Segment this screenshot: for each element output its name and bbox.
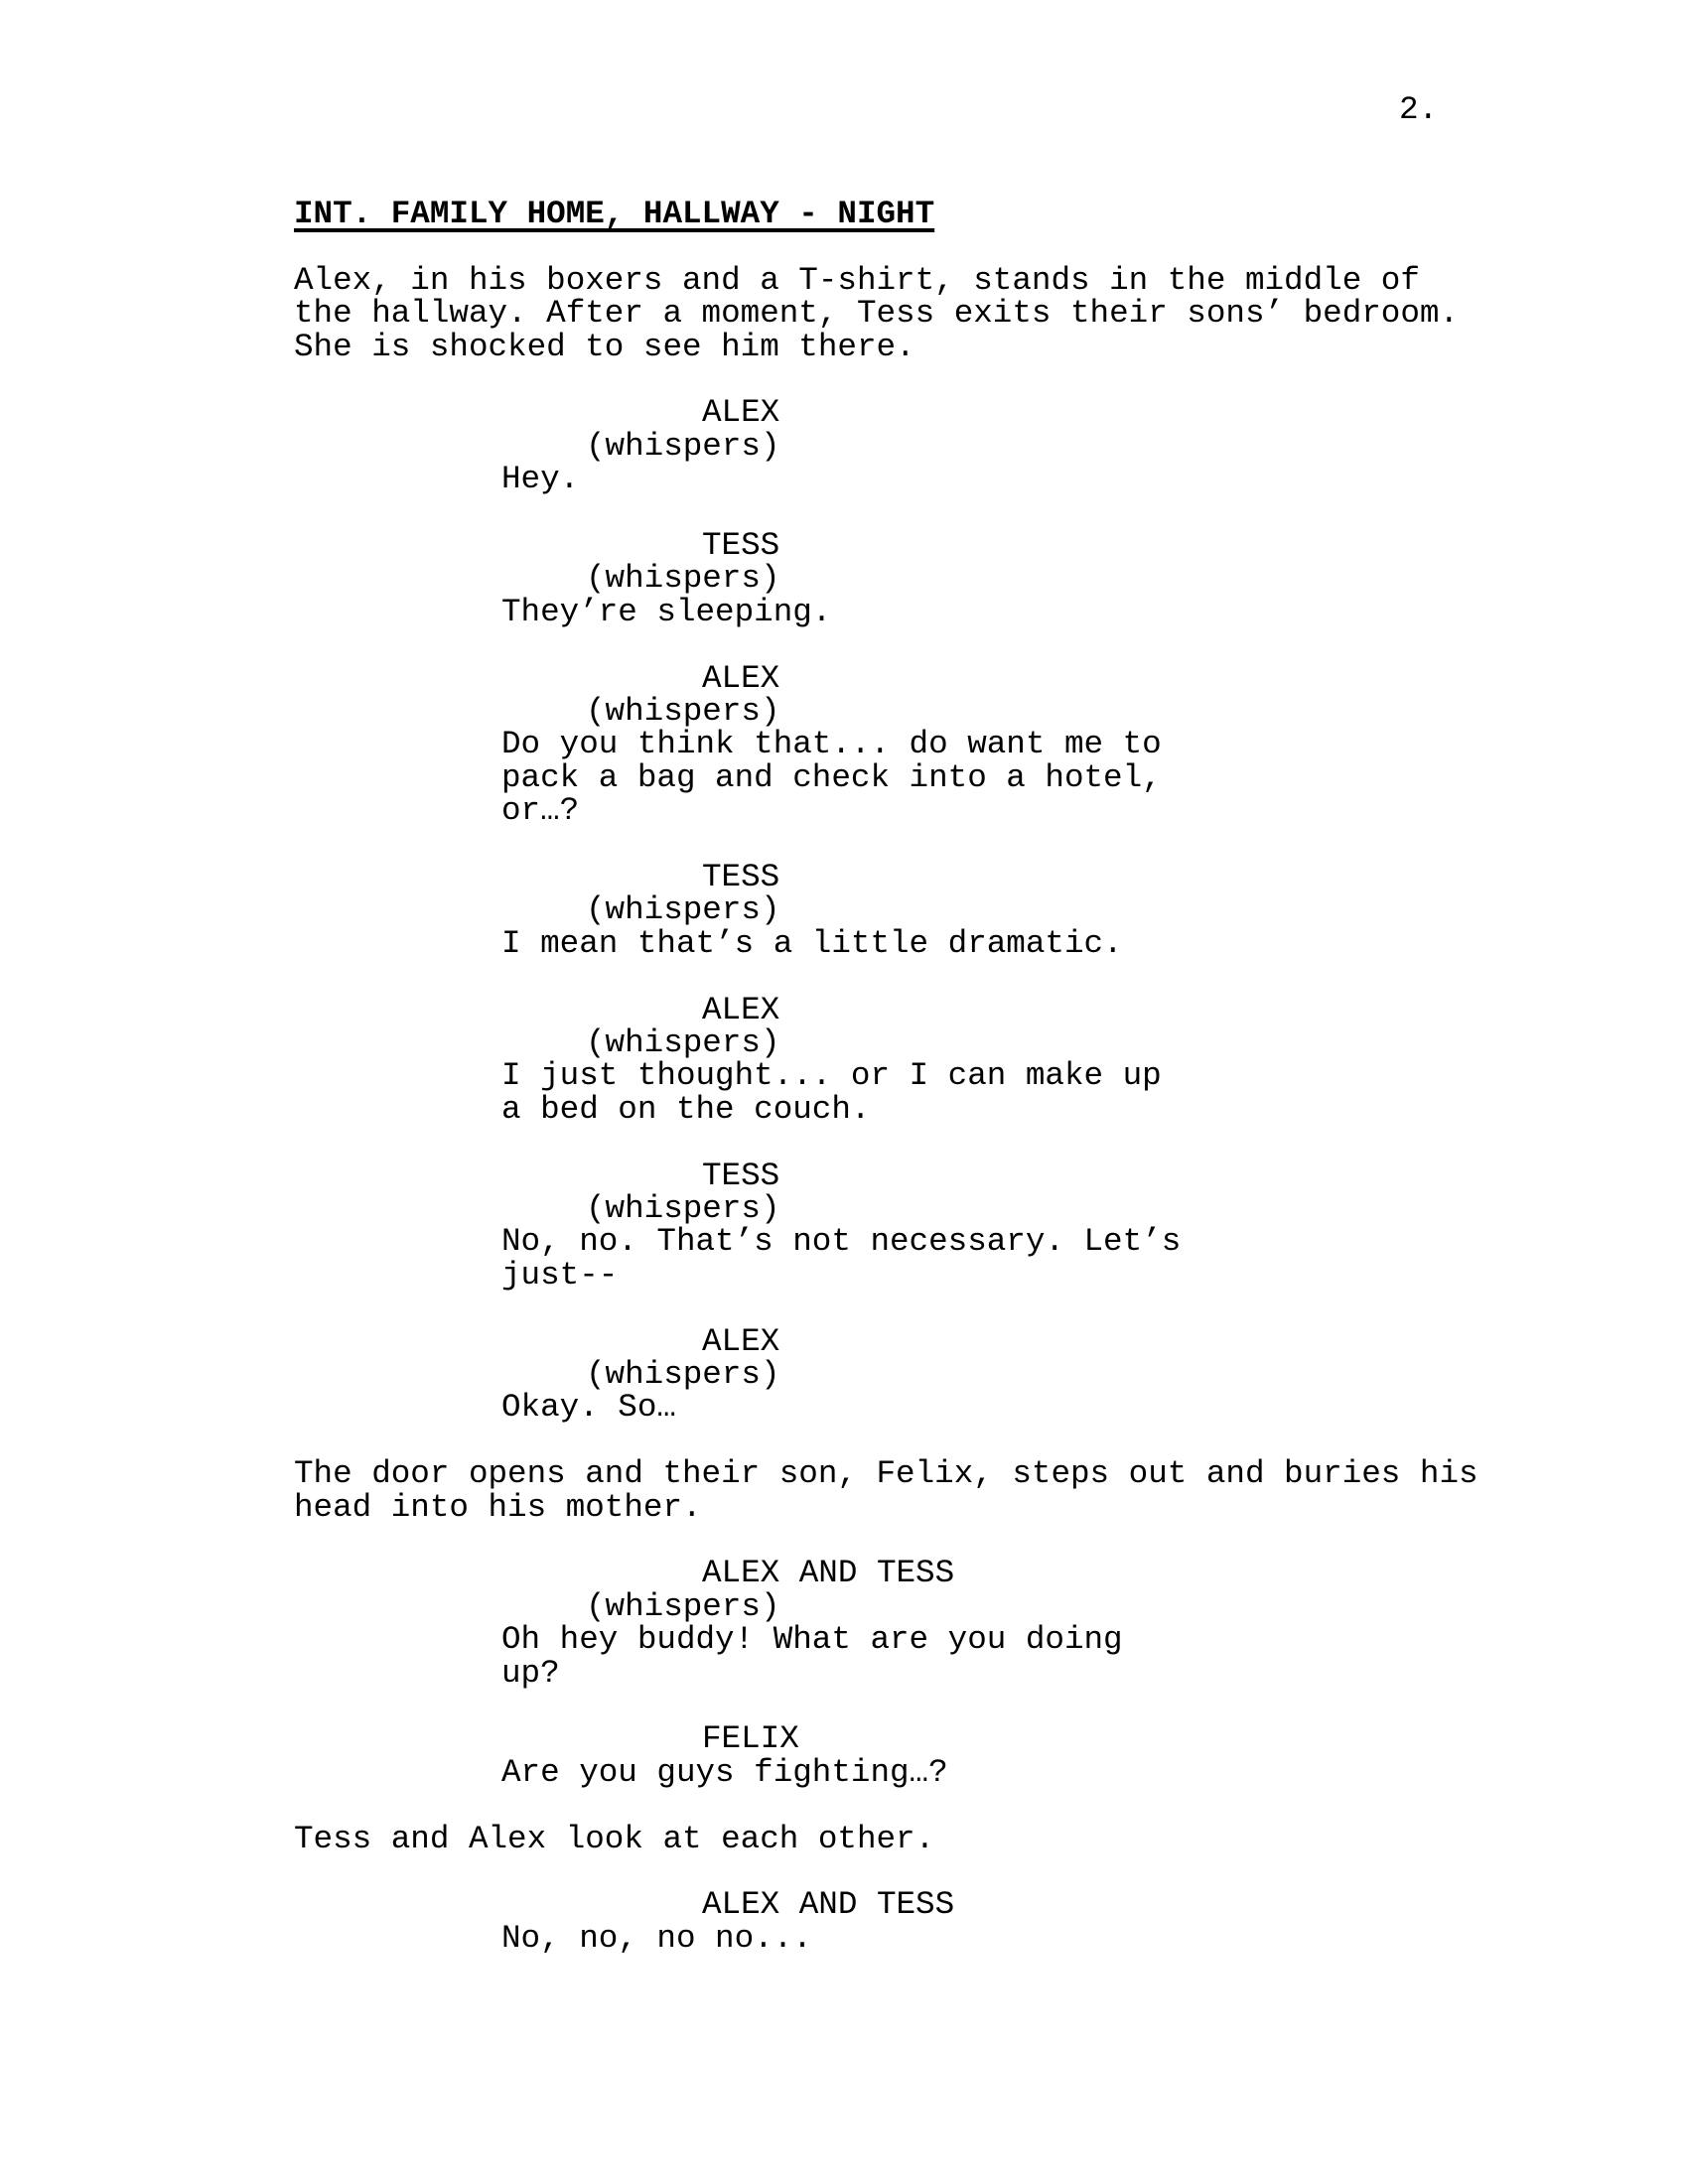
character-name: ALEX	[702, 659, 780, 697]
parenthetical: (whispers)	[586, 891, 780, 929]
dialogue-line: No, no. That’s not necessary. Let’s	[501, 1223, 1182, 1261]
dialogue-block	[294, 1157, 1688, 1294]
action-line: head into his mother.	[294, 1488, 702, 1526]
parenthetical: (whispers)	[586, 1190, 780, 1227]
scene-heading-text: INT. FAMILY HOME, HALLWAY - NIGHT	[294, 196, 935, 232]
character-name: ALEX	[702, 991, 780, 1028]
dialogue-block	[294, 861, 1688, 960]
action-line: She is shocked to see him there.	[294, 328, 915, 365]
dialogue-line: or…?	[501, 792, 580, 830]
parenthetical: (whispers)	[586, 560, 780, 598]
dialogue-block	[294, 1722, 1688, 1789]
dialogue-block	[294, 659, 1688, 830]
dialogue-line: I mean that’s a little dramatic.	[501, 924, 1123, 962]
dialogue-line: up?	[501, 1654, 560, 1692]
parenthetical: (whispers)	[586, 693, 780, 730]
dialogue-line: Oh hey buddy! What are you doing	[501, 1621, 1123, 1659]
parenthetical: (whispers)	[586, 1587, 780, 1625]
dialogue-block	[294, 394, 1688, 498]
dialogue-line: Okay. So…	[501, 1389, 676, 1427]
dialogue-line: Are you guys fighting…?	[501, 1753, 948, 1791]
character-name: ALEX AND TESS	[702, 1886, 955, 1924]
parenthetical: (whispers)	[586, 427, 780, 465]
dialogue-line: I just thought... or I can make up	[501, 1057, 1162, 1095]
character-name: TESS	[702, 527, 780, 564]
dialogue-line: a bed on the couch.	[501, 1090, 871, 1128]
dialogue-line: just--	[501, 1256, 619, 1294]
action-paragraph	[294, 261, 1688, 365]
action-line: Tess and Alex look at each other.	[294, 1820, 935, 1857]
parenthetical: (whispers)	[586, 1024, 780, 1061]
dialogue-line: Do you think that... do want me to	[501, 726, 1162, 763]
character-name: ALEX	[702, 394, 780, 432]
dialogue-line: pack a bag and check into a hotel,	[501, 758, 1162, 796]
scene-heading	[294, 198, 1688, 230]
action-paragraph	[294, 1457, 1688, 1524]
dialogue-line: Hey.	[501, 461, 580, 498]
scene-heading-line	[294, 198, 1688, 230]
character-name: ALEX AND TESS	[702, 1555, 955, 1592]
action-line: The door opens and their son, Felix, steps out and buries his	[294, 1455, 1478, 1493]
dialogue-block	[294, 991, 1688, 1128]
action-line: Alex, in his boxers and a T-shirt, stands in the middle of	[294, 261, 1420, 299]
page-number: 2.	[1399, 91, 1439, 128]
character-name: FELIX	[702, 1720, 799, 1758]
dialogue-block	[294, 529, 1688, 628]
parenthetical: (whispers)	[586, 1356, 780, 1393]
character-name: ALEX	[702, 1322, 780, 1360]
dialogue-block	[294, 1322, 1688, 1427]
dialogue-line: They’re sleeping.	[501, 593, 832, 630]
character-name: TESS	[702, 859, 780, 895]
action-line: the hallway. After a moment, Tess exits their sons’ bedroom.	[294, 295, 1460, 333]
dialogue-block	[294, 1888, 1688, 1955]
dialogue-block	[294, 1557, 1688, 1690]
action-paragraph	[294, 1820, 1688, 1857]
character-name: TESS	[702, 1157, 780, 1194]
dialogue-line: No, no, no no...	[501, 1919, 812, 1957]
